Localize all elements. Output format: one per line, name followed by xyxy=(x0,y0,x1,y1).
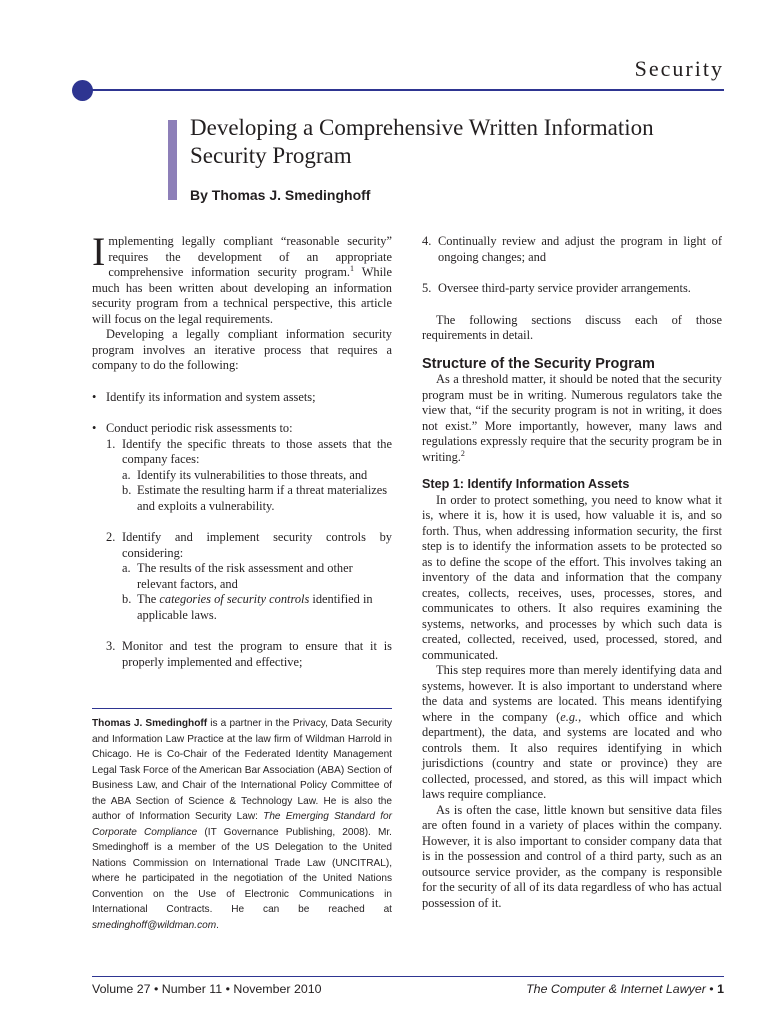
item-text: Monitor and test the program to ensure that it is properly implemented and effective; xyxy=(122,639,392,669)
item-number: 3. xyxy=(106,639,116,653)
title-accent-bar xyxy=(168,120,177,200)
intro-text-b: While much has been written about developing an information security program from a technical perspective, this article will focus on the legal requirements. xyxy=(92,265,393,326)
right-column xyxy=(422,234,722,911)
list-item-text: Identify its information and system assets; xyxy=(106,389,316,404)
bio-name: Thomas J. Smedinghoff xyxy=(92,718,208,729)
intro-text-a: mplementing legally compliant “reasonable security” requires the development of an appropriate comprehensive information security program. xyxy=(108,234,392,279)
item-letter: a. xyxy=(122,467,131,482)
requirements-list xyxy=(92,390,392,671)
body-paragraph xyxy=(422,663,722,803)
bio-text: (IT Governance Publishing, 2008). Mr. Smedinghoff is a member of the US Delegation to the United Nations Commission on International Trade Law (UNCITRAL), where he participated in the negotiation of the United Nations Convention on the Use of Electronic Communications in International Contracts. He can be reached at xyxy=(92,826,392,915)
paragraph-text: This step requires more than merely identifying data and systems, however. It is also important to understand where the data and systems are located. This means identifying where in the company ( xyxy=(422,663,722,724)
bio-book-title: The Emerging Standard for Corporate Compliance xyxy=(92,811,392,838)
item-text xyxy=(137,592,392,623)
bullet: • xyxy=(92,389,97,404)
intro-paragraph xyxy=(92,229,393,327)
item-text: The results of the risk assessment and other relevant factors, and xyxy=(137,561,353,591)
list-item xyxy=(92,421,392,670)
item-number: 4. xyxy=(422,234,432,248)
section-label: Security xyxy=(634,56,724,81)
bio-text: is a partner in the Privacy, Data Security and Information Law Practice at the law firm of Wildman Harrold in Chicago. He is Co-Chair of the Federated Identity Management Legal Task Force of the American Bar Association (ABA) Section of Business Law, and Chair of the International Policy Committee of the ABA Section of Science & Technology Law. He is also the author of Information Security Law: xyxy=(92,718,392,822)
section-heading-structure: Structure of the Security Program xyxy=(422,355,655,372)
page-number: 1 xyxy=(717,982,724,996)
bio-text: . xyxy=(216,919,219,931)
body-paragraph xyxy=(422,372,722,465)
publication-info xyxy=(526,982,724,996)
paragraph-text: , which office and which department), the data, and systems are located and who controls them. It also requires identifying in which jurisdictions (country and state or province) they are collected, processed, and stored, as this will impact which laws require compliance. xyxy=(422,709,723,801)
list-item xyxy=(92,390,392,406)
byline: By Thomas J. Smedinghoff xyxy=(190,187,371,203)
item-number: 1. xyxy=(106,436,116,451)
item-text-post: identified in applicable laws. xyxy=(137,592,373,622)
section-heading-step1: Step 1: Identify Information Assets xyxy=(422,477,630,491)
body-paragraph: The following sections discuss each of those requirements in detail. xyxy=(422,312,722,342)
footnote-ref-2: 2 xyxy=(460,448,465,458)
sub-item xyxy=(122,483,392,514)
body-paragraph: Developing a legally compliant information security program involves an iterative process that requires a company to do the following: xyxy=(92,327,392,372)
item-text-pre: The xyxy=(137,592,160,606)
bio-rule xyxy=(92,708,392,709)
item-emphasis: categories of security controls xyxy=(159,592,310,606)
item-text: Oversee third-party service provider arrangements. xyxy=(438,281,691,295)
author-bio xyxy=(92,716,392,933)
numbered-item xyxy=(422,281,722,297)
item-text: Identify its vulnerabilities to those threats, and xyxy=(137,467,368,482)
footnote-ref-1: 1 xyxy=(350,263,354,273)
article-title: Developing a Comprehensive Written Information Security Program xyxy=(190,115,654,168)
item-text: Estimate the resulting harm if a threat materializes and exploits a vulnerability. xyxy=(137,483,388,513)
issue-info: Volume 27 • Number 11 • November 2010 xyxy=(92,982,322,996)
drop-cap: I xyxy=(92,229,106,274)
item-number: 2. xyxy=(106,530,116,544)
numbered-item xyxy=(106,437,392,468)
sub-item xyxy=(122,561,392,592)
body-paragraph: In order to protect something, you need to know what it is, where it is, how it is used, how valuable it is, and so forth. Thus, when addressing information security, the first step is to identify the information assets to be protected so as to define the scope of the effort. This involves taking an inventory of the data and information that the company creates, collects, receives, uses, processes, stores, and communicates to others. It also requires examining the systems, networks, and processes by which such data is created, collected, received, used, processed, stored, and communicated. xyxy=(422,492,722,662)
sub-item xyxy=(122,592,392,623)
sub-item xyxy=(122,468,392,484)
publication-name: The Computer & Internet Lawyer xyxy=(526,982,706,996)
list-item-text: Conduct periodic risk assessments to: xyxy=(106,421,293,435)
item-text: Continually review and adjust the program in light of ongoing changes; and xyxy=(438,234,722,264)
footer-rule xyxy=(92,976,724,977)
bio-email[interactable]: smedinghoff@wildman.com xyxy=(92,919,217,931)
item-text: Identify the specific threats to those assets that the company faces: xyxy=(122,436,392,466)
item-text: Identify and implement security controls by considering: xyxy=(122,530,392,560)
bullet: • xyxy=(92,421,97,435)
body-paragraph: As is often the case, little known but sensitive data files are often found in a variety of places within the company. However, it is also important to consider company data that is in the possession and control of a third party, such as an outsource service provider, as the company is responsible for the security of all of its data regardless of who has actual possession of it. xyxy=(422,802,722,910)
item-number: 5. xyxy=(422,281,432,295)
paragraph-text: As a threshold matter, it should be noted that the security program must be in writing. Numerous regulators take the view that, “if the security program is not in writing, it does not exist.” More importantly, however, many laws and regulations expressly require that the security program be in writing. xyxy=(422,372,722,464)
footer-separator: • xyxy=(705,982,718,996)
numbered-item xyxy=(106,530,392,561)
header-rule xyxy=(90,89,724,91)
left-column xyxy=(92,229,393,670)
numbered-item xyxy=(422,234,722,265)
item-letter: a. xyxy=(122,561,131,575)
item-letter: b. xyxy=(122,483,132,497)
paragraph-emphasis: e.g. xyxy=(560,709,579,724)
numbered-item xyxy=(106,639,392,670)
item-letter: b. xyxy=(122,592,132,606)
